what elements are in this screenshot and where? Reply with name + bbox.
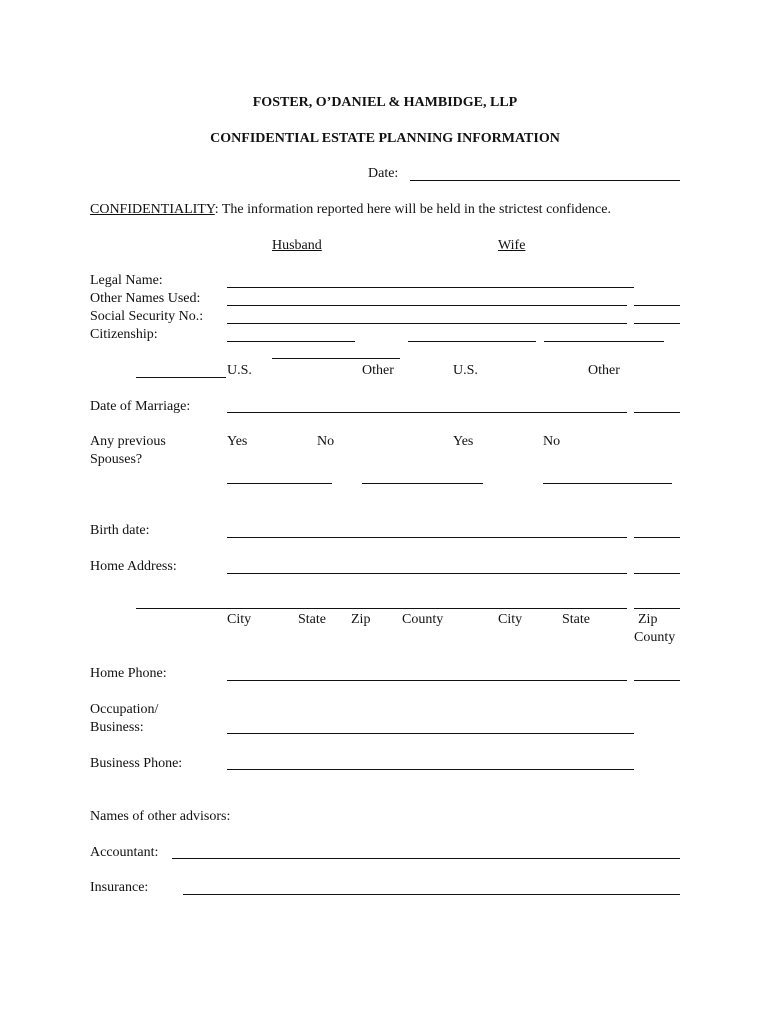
- citizenship-label: Citizenship:: [90, 327, 158, 342]
- other-names-label: Other Names Used:: [90, 291, 201, 306]
- home-phone-extra-field[interactable]: [634, 680, 680, 681]
- citizenship-wife-other-option: Other: [588, 363, 620, 378]
- citizenship-wife-us-option: U.S.: [453, 363, 478, 378]
- husband-previous-no: No: [317, 434, 335, 449]
- wife-column-header: Wife: [498, 238, 526, 253]
- citizenship-husband-other-option: Other: [362, 363, 394, 378]
- accountant-field[interactable]: [172, 858, 680, 859]
- home-address-extra-field[interactable]: [634, 573, 680, 574]
- date-label: Date:: [368, 166, 399, 181]
- firm-name: FOSTER, O’DANIEL & HAMBIDGE, LLP: [252, 95, 518, 110]
- home-address-field[interactable]: [227, 573, 627, 574]
- confidentiality-heading: CONFIDENTIALITY: [90, 202, 215, 217]
- ssn-extra-field[interactable]: [634, 323, 680, 324]
- other-advisors-label: Names of other advisors:: [90, 809, 231, 824]
- address-state-label: State: [298, 612, 326, 627]
- home-address-label: Home Address:: [90, 559, 177, 574]
- birth-date-label: Birth date:: [90, 523, 150, 538]
- occupation-label-line2: Business:: [90, 720, 144, 735]
- form-title: CONFIDENTIAL ESTATE PLANNING INFORMATION: [210, 131, 560, 146]
- home-phone-field[interactable]: [227, 680, 627, 681]
- citizenship-husband-field[interactable]: [227, 341, 355, 342]
- business-phone-field[interactable]: [227, 769, 634, 770]
- other-names-extra-field[interactable]: [634, 305, 680, 306]
- date-of-marriage-field[interactable]: [227, 412, 627, 413]
- home-phone-label: Home Phone:: [90, 666, 167, 681]
- citizenship-wife-field[interactable]: [408, 341, 536, 342]
- address-city-label: City: [227, 612, 252, 627]
- address-zip2-label: Zip: [638, 612, 658, 627]
- wife-previous-yes: Yes: [453, 434, 474, 449]
- previous-spouses-field-2[interactable]: [362, 483, 483, 484]
- date-field[interactable]: [410, 180, 680, 181]
- date-of-marriage-label: Date of Marriage:: [90, 399, 191, 414]
- date-of-marriage-extra-field[interactable]: [634, 412, 680, 413]
- occupation-label-line1: Occupation/: [90, 702, 159, 717]
- confidentiality-notice: [90, 202, 611, 218]
- citizenship-husband-us-field[interactable]: [136, 377, 226, 378]
- insurance-field[interactable]: [183, 894, 680, 895]
- ssn-label: Social Security No.:: [90, 309, 204, 324]
- previous-spouses-field-3[interactable]: [543, 483, 672, 484]
- address-zip-label: Zip: [351, 612, 371, 627]
- wife-previous-no: No: [543, 434, 561, 449]
- legal-name-field[interactable]: [227, 287, 634, 288]
- previous-spouses-field-1[interactable]: [227, 483, 332, 484]
- birth-date-extra-field[interactable]: [634, 537, 680, 538]
- home-address-line2-field[interactable]: [136, 608, 627, 609]
- home-address-line2-extra-field[interactable]: [634, 608, 680, 609]
- other-names-field[interactable]: [227, 305, 627, 306]
- address-county-label: County: [402, 612, 444, 627]
- confidentiality-text: : The information reported here will be held in the strictest confidence.: [214, 202, 611, 217]
- birth-date-field[interactable]: [227, 537, 627, 538]
- business-phone-label: Business Phone:: [90, 756, 183, 771]
- husband-column-header: Husband: [272, 238, 322, 253]
- previous-spouses-label-line2: Spouses?: [90, 452, 143, 467]
- occupation-field[interactable]: [227, 733, 634, 734]
- citizenship-husband-us-option: U.S.: [227, 363, 252, 378]
- citizenship-husband-other-field[interactable]: [272, 358, 400, 359]
- ssn-field[interactable]: [227, 323, 627, 324]
- address-city2-label: City: [498, 612, 523, 627]
- previous-spouses-label-line1: Any previous: [90, 434, 166, 449]
- address-county2-label: County: [634, 630, 676, 645]
- husband-previous-yes: Yes: [227, 434, 248, 449]
- address-state2-label: State: [562, 612, 590, 627]
- insurance-label: Insurance:: [90, 880, 149, 895]
- legal-name-label: Legal Name:: [90, 273, 163, 288]
- accountant-label: Accountant:: [90, 845, 159, 860]
- citizenship-wife-extra-field[interactable]: [544, 341, 664, 342]
